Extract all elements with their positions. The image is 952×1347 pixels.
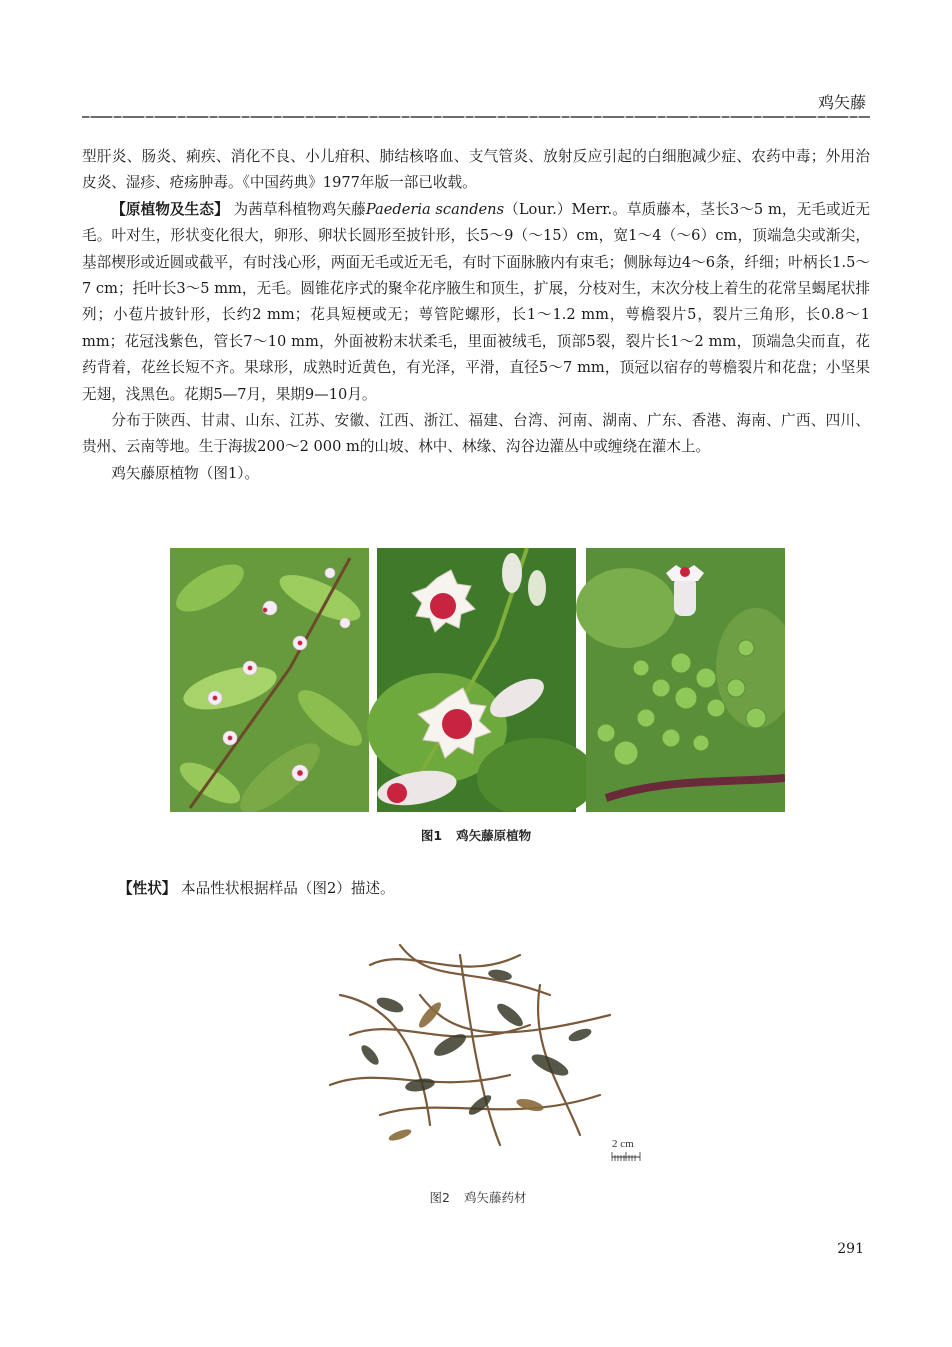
- paragraph-continuation: 型肝炎、肠炎、痢疾、消化不良、小儿疳积、肺结核咯血、支气管炎、放射反应引起的白细胞减少症、农药中毒；外用治皮炎、湿疹、疮疡肿毒。《中国药典》1977年版一部已收载。: [82, 148, 870, 192]
- section-heading-plant: 【原植物及生态】: [111, 200, 229, 218]
- figure-2-number: 图2: [429, 1190, 450, 1205]
- figure-2-title: 鸡矢藤药材: [463, 1190, 527, 1205]
- scale-label: 2 cm: [612, 1138, 634, 1150]
- paragraph-traits: [118, 877, 395, 898]
- figure-1-number: 图1: [420, 828, 443, 843]
- plant-photo-triptych: [170, 548, 785, 812]
- traits-text: 本品性状根据样品（图2）描述。: [181, 880, 395, 897]
- figure-2-photo: [310, 925, 646, 1205]
- plant-description: （Lour.）Merr.。草质藤本，茎长3～5 m，无毛或近无毛。叶对生，形状变化很大，卵形、卵状长圆形至披针形，长5～9（～15）cm，宽1～4（～6）cm，顶端急尖或渐尖，基部楔形或近圆或截平，有时浅心形，两面无毛或近无毛，有时下面脉腋内有束毛；侧脉每边4～6条，纤细；叶柄长1.5～7 cm；托叶长3～5 mm，无毛。圆锥花序式的聚伞花序腋生和顶生，扩展，分枝对生，末次分枝上着生的花常呈蝎尾状排列；小苞片披针形，长约2 mm；花具短梗或无；萼管陀螺形，长1～1.2 mm，萼檐裂片5，裂片三角形，长0.8～1 mm；花冠浅紫色，管长7～10 mm，外面被粉末状柔毛，里面被绒毛，顶部5裂，裂片长1～2 mm，顶端急尖而直，花药背着，花丝长短不齐。果球形，成熟时近黄色，有光泽，平滑，直径5～7 mm，顶冠以宿存的萼檐裂片和花盘；小坚果无翅，浅黑色。花期5—7月，果期9—10月。: [82, 200, 870, 403]
- body-text: [82, 144, 870, 487]
- running-head-title: 鸡矢藤: [817, 93, 866, 112]
- paragraph-distribution: 分布于陕西、甘肃、山东、江苏、安徽、江西、浙江、福建、台湾、河南、湖南、广东、香港、海南、广西、四川、贵州、云南等地。生于海拔200～2 000 m的山坡、林中、林缘、沟谷边灌丛中或缠绕在灌木上。: [82, 412, 870, 456]
- figure-1-title: 鸡矢藤原植物: [456, 828, 532, 843]
- photo-panel-fruits: [576, 548, 785, 812]
- photo-panel-flowers: [367, 548, 597, 812]
- photo-panel-leaves: [170, 548, 370, 812]
- herb-sample-photo: [310, 925, 646, 1175]
- plant-intro: 为茜草科植物鸡矢藤: [233, 200, 366, 218]
- latin-name: Paederia scandens: [365, 200, 505, 218]
- figure-1-photos: [170, 548, 785, 812]
- paragraph-figure-ref: 鸡矢藤原植物（图1）。: [111, 464, 260, 482]
- paragraph-plant-ecology: [82, 197, 870, 408]
- section-heading-traits: 【性状】: [118, 880, 177, 897]
- page-number: 291: [837, 1241, 864, 1257]
- figure-1-caption: [0, 826, 952, 844]
- header-rule: [82, 116, 870, 118]
- figure-2-caption: [310, 1188, 646, 1206]
